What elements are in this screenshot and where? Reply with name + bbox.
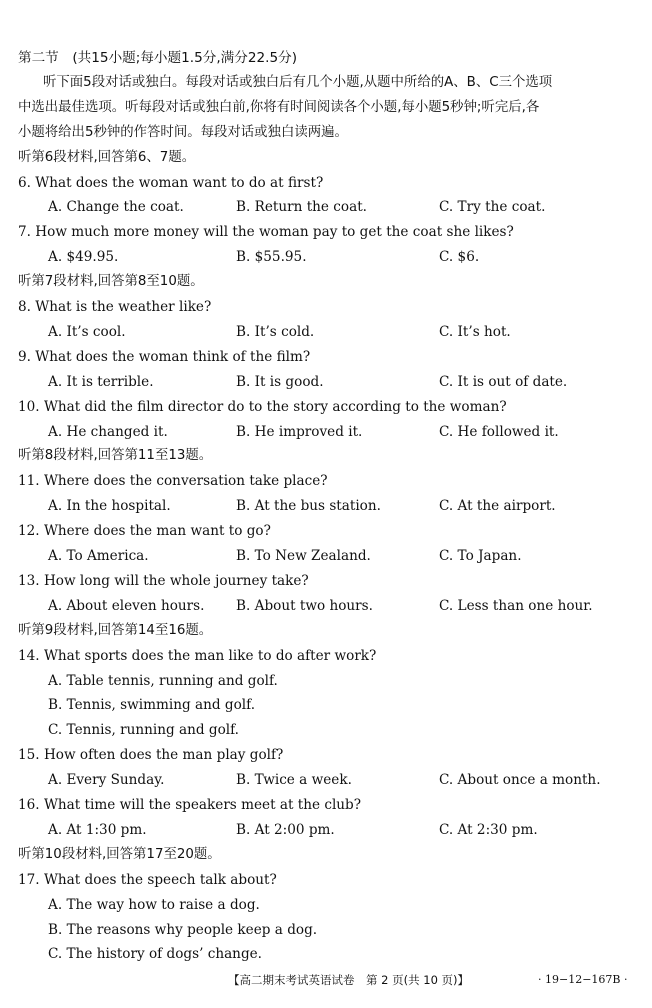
option-b: B. It’s cold. — [236, 323, 315, 340]
option-a: A. He changed it. — [48, 423, 168, 440]
option-b: B. Return the coat. — [236, 199, 367, 216]
question-stem: 11. Where does the conversation take place? — [18, 473, 328, 490]
option-a: A. $49.95. — [48, 249, 119, 266]
option-b: B. Twice a week. — [236, 772, 352, 789]
question-stem: 12. Where does the man want to go? — [18, 523, 271, 540]
option-c: C. Tennis, running and golf. — [48, 722, 239, 739]
option-c: C. Less than one hour. — [439, 597, 593, 614]
question-stem: 9. What does the woman think of the film? — [18, 348, 311, 365]
page-footer — [0, 970, 652, 990]
option-c: C. He followed it. — [439, 423, 559, 440]
question-stem: 15. How often does the man play golf? — [18, 747, 284, 764]
question-stem: 17. What does the speech talk about? — [18, 871, 277, 888]
option-a: A. It is terrible. — [48, 373, 154, 390]
option-c: C. About once a month. — [439, 772, 601, 789]
option-a: A. It’s cool. — [48, 323, 126, 340]
answer-options — [18, 195, 638, 220]
group-instruction: 听第6段材料,回答第6、7题。 — [18, 149, 196, 165]
group-instruction: 听第7段材料,回答第8至10题。 — [18, 274, 204, 290]
option-c: C. At the airport. — [439, 498, 556, 515]
option-b: B. It is good. — [236, 373, 324, 390]
question-stem: 7. How much more money will the woman pay to get the coat she likes? — [18, 224, 514, 241]
option-b: B. $55.95. — [236, 249, 307, 266]
option-b: B. To New Zealand. — [236, 548, 371, 565]
group-instruction: 听第9段材料,回答第14至16题。 — [18, 622, 213, 638]
question-stem: 8. What is the weather like? — [18, 299, 212, 316]
section-intro-line-2: 中选出最佳选项。听每段对话或独白前,你将有时间阅读各个小题,每小题5秒钟;听完后,各 — [18, 99, 540, 115]
answer-options — [18, 544, 638, 569]
question-stem: 13. How long will the whole journey take? — [18, 572, 309, 589]
answer-options — [18, 420, 638, 445]
answer-options — [18, 320, 638, 345]
section-intro-line-3: 小题将给出5秒钟的作答时间。每段对话或独白读两遍。 — [18, 124, 348, 140]
option-c: C. To Japan. — [439, 548, 522, 565]
option-b: B. At the bus station. — [236, 498, 381, 515]
option-b: B. Tennis, swimming and golf. — [48, 697, 256, 714]
section-heading: 第二节 (共15小题;每小题1.5分,满分22.5分) — [18, 50, 298, 66]
answer-options — [18, 818, 638, 843]
option-a: A. Change the coat. — [48, 199, 184, 216]
option-c: C. The history of dogs’ change. — [48, 946, 263, 963]
option-c: C. It is out of date. — [439, 373, 568, 390]
question-stem: 14. What sports does the man like to do after work? — [18, 647, 377, 664]
answer-options — [18, 494, 638, 519]
answer-options — [18, 370, 638, 395]
option-b: B. He improved it. — [236, 423, 363, 440]
option-c: C. Try the coat. — [439, 199, 546, 216]
answer-options — [18, 768, 638, 793]
question-groups — [18, 146, 638, 968]
footer-code: · 19−12−167B · — [538, 973, 628, 986]
option-a: A. The way how to raise a dog. — [48, 896, 260, 913]
option-c: C. It’s hot. — [439, 323, 511, 340]
answer-options — [18, 594, 638, 619]
question-stem: 6. What does the woman want to do at first? — [18, 174, 324, 191]
question-stem: 10. What did the film director do to the story according to the woman? — [18, 398, 507, 415]
answer-options — [18, 245, 638, 270]
listening-section — [18, 46, 638, 967]
option-a: A. About eleven hours. — [48, 597, 205, 614]
option-a: A. At 1:30 pm. — [48, 821, 147, 838]
group-instruction: 听第10段材料,回答第17至20题。 — [18, 846, 221, 862]
question-stem: 16. What time will the speakers meet at the club? — [18, 797, 362, 814]
option-b: B. At 2:00 pm. — [236, 821, 335, 838]
option-c: C. At 2:30 pm. — [439, 821, 538, 838]
option-b: B. The reasons why people keep a dog. — [48, 921, 318, 938]
option-a: A. Table tennis, running and golf. — [48, 672, 278, 689]
option-b: B. About two hours. — [236, 597, 373, 614]
footer-page-info: 【高二期末考试英语试卷 第 2 页(共 10 页)】 — [228, 973, 470, 987]
group-instruction: 听第8段材料,回答第11至13题。 — [18, 448, 213, 464]
option-c: C. $6. — [439, 249, 480, 266]
option-a: A. In the hospital. — [48, 498, 171, 515]
option-a: A. To America. — [48, 548, 149, 565]
section-intro-line-1: 听下面5段对话或独白。每段对话或独白后有几个小题,从题中所给的A、B、C三个选项 — [43, 74, 553, 90]
option-a: A. Every Sunday. — [48, 772, 165, 789]
